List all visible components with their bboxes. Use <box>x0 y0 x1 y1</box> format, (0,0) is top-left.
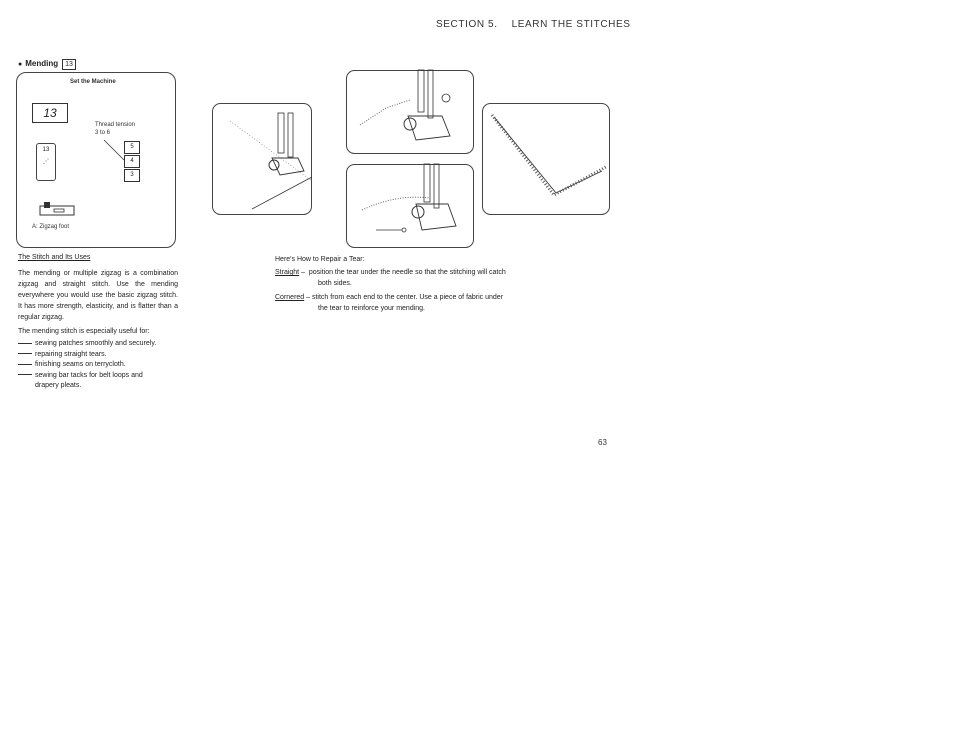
tension-label-line1: Thread tension <box>95 122 136 128</box>
straight-text-1: position the tear under the needle so that the stitching will catch <box>308 269 506 276</box>
illustration-cornered-tear <box>482 103 610 215</box>
section-number: SECTION 5. <box>436 19 498 30</box>
list-item: drapery pleats. <box>35 382 82 389</box>
illustration-patch-sewing <box>346 164 474 248</box>
cornered-term: Cornered <box>275 294 305 301</box>
list-item: sewing patches smoothly and securely. <box>18 339 180 350</box>
repair-title: Here's How to Repair a Tear: <box>275 256 365 263</box>
tension-mark-5: 5 <box>124 141 140 154</box>
cornered-text-1: stitch from each end to the center. Use a piece of fabric under <box>311 294 504 301</box>
repair-cornered: Cornered – stitch from each end to the center. Use a piece of fabric under the tear to reinforce your mending. <box>275 292 555 314</box>
illustration-straight-tear <box>212 103 312 215</box>
bullet-icon: ● <box>18 61 23 68</box>
stitch-uses-title: The Stitch and Its Uses <box>18 254 91 261</box>
illustration-corner-start <box>346 70 474 154</box>
tension-mark-4: 4 <box>124 155 140 168</box>
pattern-badge: 13 <box>62 59 76 70</box>
tension-mark-3: 3 <box>124 169 140 182</box>
stitch-uses-paragraph: The mending or multiple zigzag is a combination zigzag and straight stitch. Use the mending everywhere you would use the basic zigzag stitch. It has more strength, elasticity, and is flatter than a regular zigzag. <box>18 270 178 321</box>
zigzag-foot-icon <box>38 200 78 220</box>
selector-value: 13 <box>42 147 50 153</box>
set-machine-label: Set the Machine <box>70 79 116 85</box>
list-item: sewing bar tacks for belt loops and <box>18 371 180 382</box>
tension-scale <box>124 141 140 180</box>
list-item: finishing seams on terrycloth. <box>18 360 180 371</box>
cornered-text-2: the tear to reinforce your mending. <box>318 305 426 312</box>
list-item: repairing straight tears. <box>18 350 180 361</box>
tension-label <box>95 121 135 137</box>
repair-straight: Straight – position the tear under the needle so that the stitching will catch both sides. <box>275 267 555 289</box>
tension-label-line2: 3 to 6 <box>95 130 111 136</box>
page-number: 63 <box>598 438 607 447</box>
straight-term: Straight <box>275 269 300 276</box>
section-title: LEARN THE STITCHES <box>511 19 631 30</box>
stitch-uses-lead: The mending stitch is especially useful for: <box>18 328 150 335</box>
pattern-dial: 13 <box>32 103 68 123</box>
selector-stitch-icon: ⋰ <box>43 159 49 165</box>
foot-label: A: Zigzag foot <box>32 224 70 230</box>
uses-list <box>18 339 180 392</box>
section-header <box>436 19 631 30</box>
straight-text-2: both sides. <box>318 280 352 287</box>
mending-heading <box>18 59 76 70</box>
tension-pointer <box>0 0 1 1</box>
mending-title: Mending <box>25 59 59 68</box>
stitch-selector <box>36 143 56 181</box>
